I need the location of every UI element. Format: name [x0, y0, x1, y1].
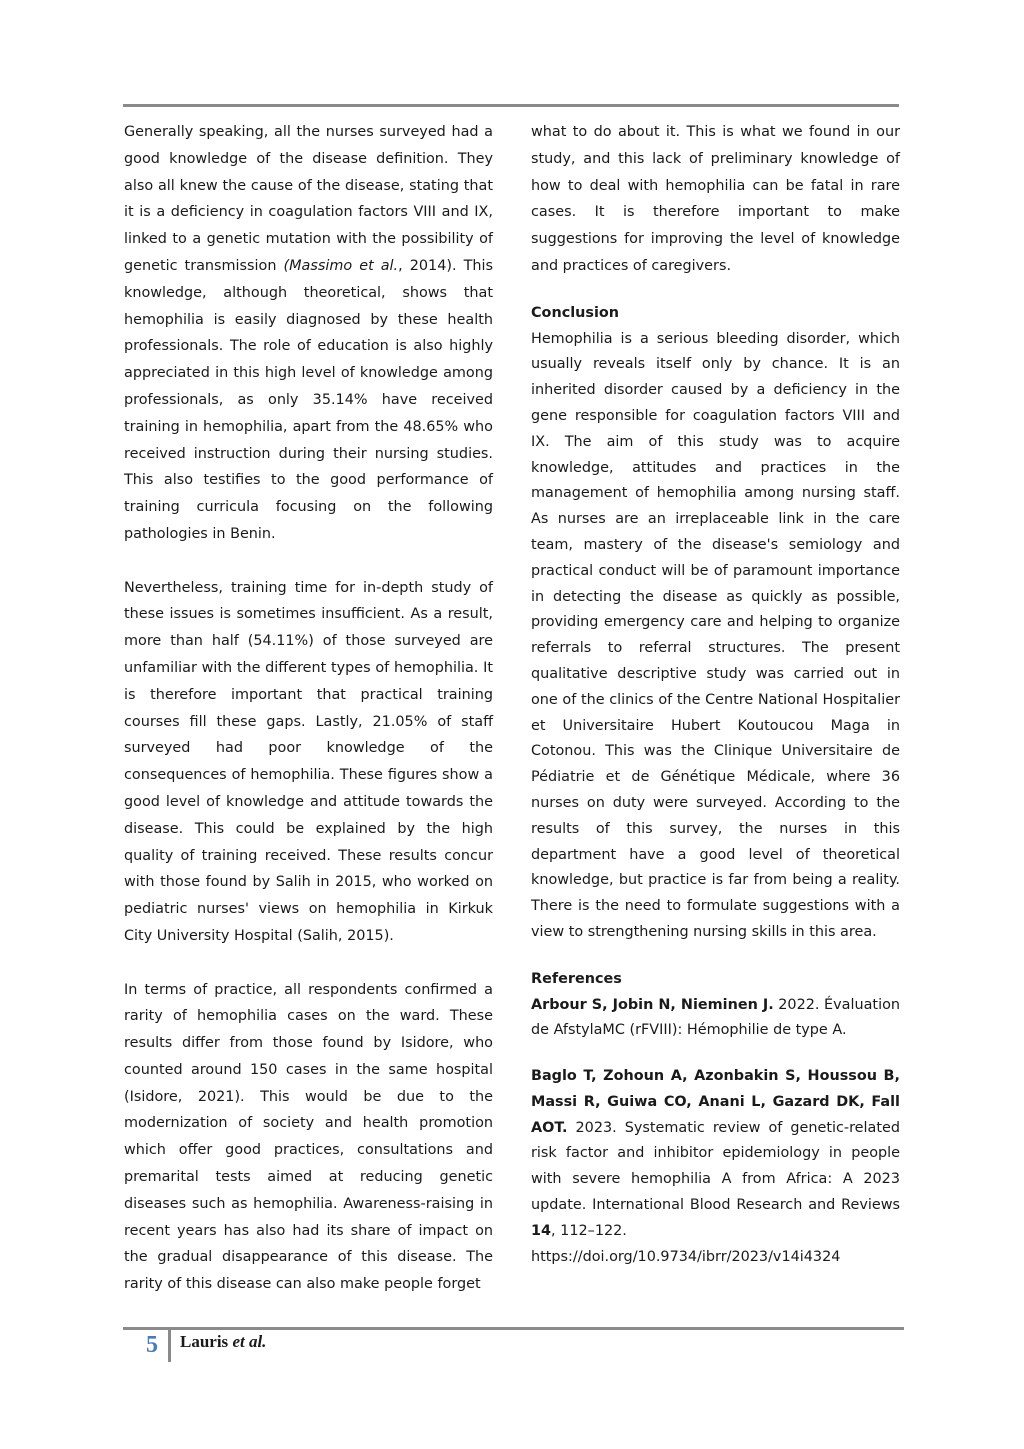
- paragraph-continuation: what to do about it. This is what we found in our study, and this lack of preliminary knowledge of how to deal with hemophilia can be fatal in rare cases. It is therefore important to make suggestions for improving the level of knowledge and practices of caregivers.: [531, 124, 900, 274]
- paragraph-training: Nevertheless, training time for in-depth study of these issues is sometimes insufficient. As a result, more than half (54.11%) of those surveyed are unfamiliar with the different types of hemophilia. It is therefore important that practical training courses fill these gaps. Lastly, 21.05% of staff surveyed had poor knowledge of the consequences of hemophilia. These figures show a good level of knowledge and attitude towards the disease. This could be explained by the high quality of training received. These results concur with those found by Salih in 2015, who worked on pediatric nurses' views on hemophilia in Kirkuk City University Hospital (Salih, 2015).: [124, 579, 493, 944]
- reference-pages: , 112–122.: [551, 1222, 627, 1239]
- author-etal: et al.: [232, 1332, 267, 1351]
- reference-item: [531, 1064, 900, 1270]
- reference-volume: 14: [531, 1222, 552, 1239]
- conclusion-text: Hemophilia is a serious bleeding disorder, which usually reveals itself only by chance. It is an inherited disorder caused by a deficiency in the gene responsible for coagulation factors VIII and IX. The aim of this study was to acquire knowledge, attitudes and practices in the management of hemophilia among nursing staff. As nurses are an irreplaceable link in the care team, mastery of the disease's semiology and practical conduct will be of paramount importance in detecting the disease as quickly as possible, providing emergency care and helping to organize referrals to referral structures. The present qualitative descriptive study was carried out in one of the clinics of the Centre National Hospitalier et Universitaire Hubert Koutoucou Maga in Cotonou. This was the Clinique Universitaire de Pédiatrie et de Génétique Médicale, where 36 nurses on duty were surveyed. According to the results of this survey, the nurses in this department have a good level of theoretical knowledge, but practice is far from being a reality. There is the need to formulate suggestions with a view to strengthening nursing skills in this area.: [531, 330, 900, 940]
- reference-details: 2022. Évaluation de AfstylaMC (rFVIII): Hémophilie de type A.: [531, 996, 900, 1039]
- running-author: [180, 1332, 266, 1352]
- reference-details: 2023. Systematic review of genetic-related risk factor and inhibitor epidemiology in people with severe hemophilia A from Africa: A 2023 update. International Blood Research and Reviews: [531, 1119, 900, 1214]
- footer-rule: [123, 1327, 904, 1330]
- left-column: [124, 119, 493, 1298]
- conclusion-heading: Conclusion: [531, 304, 620, 321]
- reference-doi-link[interactable]: https://doi.org/10.9734/ibrr/2023/v14i4324: [531, 1248, 841, 1265]
- reference-item: [531, 993, 900, 1045]
- author-name: Lauris: [180, 1332, 229, 1351]
- footer-divider: [168, 1330, 171, 1362]
- paragraph-practice: In terms of practice, all respondents confirmed a rarity of hemophilia cases on the ward. These results differ from those found by Isidore, who counted around 150 cases in the same hospital (Isidore, 2021). This would be due to the modernization of society and health promotion which offer good practices, consultations and premarital tests aimed at reducing genetic diseases such as hemophilia. Awareness-raising in recent years has also had its share of impact on the gradual disappearance of this disease. The rarity of this disease can also make people forget: [124, 981, 493, 1293]
- references-heading: References: [531, 970, 622, 987]
- paragraph-text: , 2014). This knowledge, although theoretical, shows that hemophilia is easily diagnosed by these health professionals. The role of education is also highly appreciated in this high level of knowledge among professionals, as only 35.14% have received training in hemophilia, apart from the 48.65% who received instruction during their nursing studies. This also testifies to the good performance of training curricula focusing on the following pathologies in Benin.: [124, 257, 493, 542]
- reference-authors: Baglo T, Zohoun A, Azonbakin S, Houssou B, Massi R, Guiwa CO, Anani L, Gazard DK, Fall AOT.: [531, 1068, 900, 1136]
- right-column: [531, 119, 900, 1270]
- reference-authors: Arbour S, Jobin N, Nieminen J.: [531, 996, 774, 1013]
- paragraph-text: Generally speaking, all the nurses surveyed had a good knowledge of the disease definition. They also all knew the cause of the disease, stating that it is a deficiency in coagulation factors VIII and IX, linked to a genetic mutation with the possibility of genetic transmission: [124, 124, 493, 274]
- citation-italic: (Massimo et al.: [283, 257, 399, 274]
- header-rule: [123, 104, 899, 107]
- page-number: 5: [146, 1332, 158, 1358]
- paragraph-knowledge: [124, 119, 493, 548]
